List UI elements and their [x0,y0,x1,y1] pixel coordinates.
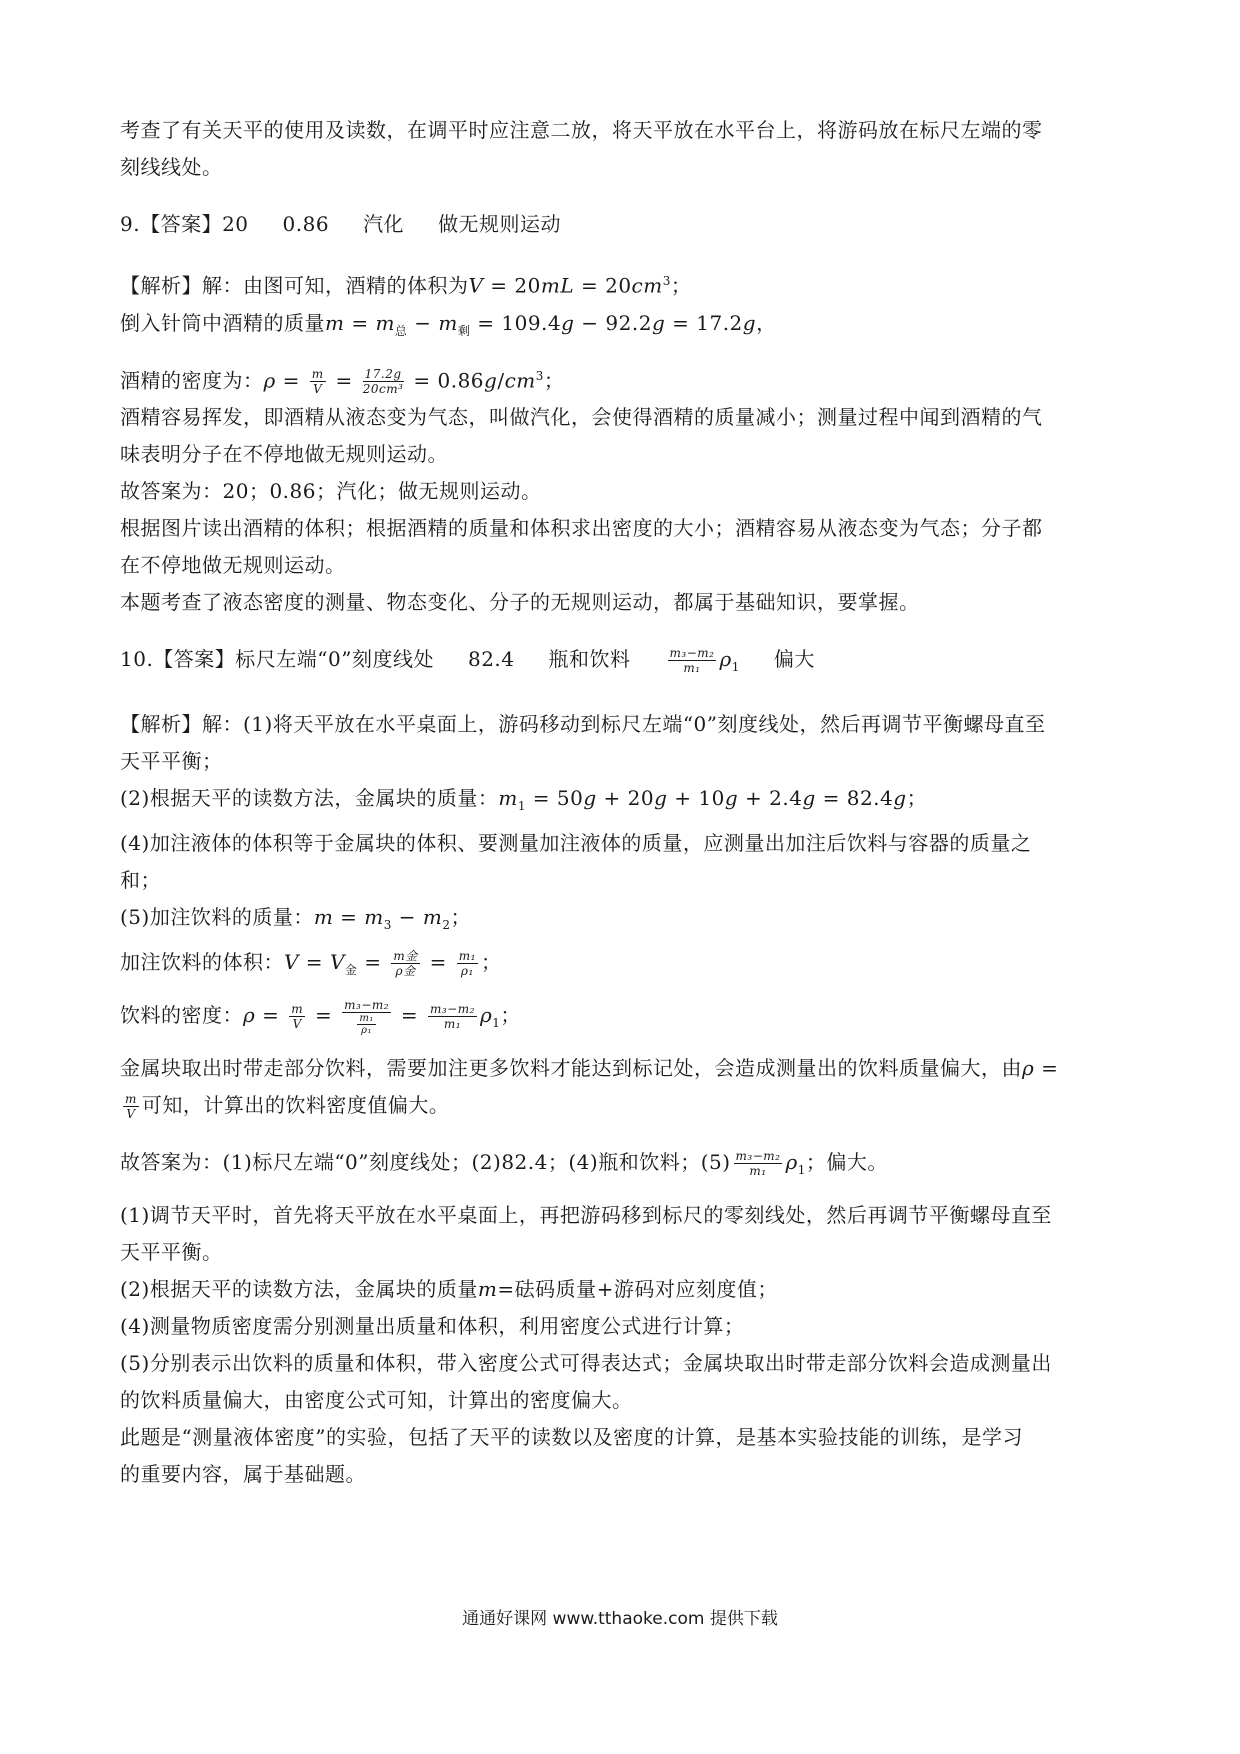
q9-answer: 9.【答案】20 0.86 汽化 做无规则运动 [120,212,562,236]
q10-mass: (2)根据天平的读数方法，金属块的质量：$m_1 = 50g + 20g + 10g + 2.4g = 82.4g$； [120,786,928,814]
text-line: 在不停地做无规则运动。 [120,553,346,578]
text-line: 故答案为：20；0.86；汽化；做无规则运动。 [120,479,542,504]
q10-density: 饮料的密度：ρ = $\frac{m}{V}$ = $\frac{\text{m₃−m₂}}{\frac{\text{m₁}}{\text{ρ₁}}}$ = $\frac{\text{m₃−m₂}}{\text{m₁}}$ $\rho_1$； [120,997,521,1036]
q9-analysis: 【解析】解：由图可知，酒精的体积为$V = 20mL = 20cm^3$； [120,273,692,298]
text-line: 此题是“测量液体密度”的实验，包括了天平的读数以及密度的计算，是基本实验技能的训练，是学习 [120,1425,1023,1450]
text-line: 酒精容易挥发，即酒精从液态变为气态，叫做汽化，会使得酒精的质量减小；测量过程中闻到酒精的气 [120,405,1043,430]
text-line: 刻线线处。 [120,155,223,179]
text-line: 【解析】解：(1)将天平放在水平桌面上，游码移动到标尺左端“0”刻度线处，然后再调节平衡螺母直至 [120,712,1046,737]
document-body [120,112,1130,1493]
q9-mass: 倒入针筒中酒精的质量$m = m_总 - m_剩 = 109.4g - 92.2g = 17.2g$， [120,310,777,338]
text-line: (5)分别表示出饮料的质量和体积，带入密度公式可得表达式；金属块取出时带走部分饮料会造成测量出 [120,1351,1052,1376]
q10-liquid-mass: (5)加注饮料的质量：$m = m_3 - m_2$； [120,905,471,933]
page-footer: 通通好课网 www.tthaoke.com 提供下载 [462,1609,778,1629]
text-line: 天平平衡； [120,749,223,774]
q10-volume: 加注饮料的体积：$V = V_金$ = $\frac{\text{m金}}{\text{ρ金}}$ = $\frac{\text{m₁}}{\text{ρ₁}}$ ； [120,949,502,979]
text-line: 味表明分子在不停地做无规则运动。 [120,442,448,467]
q10-reason: 金属块取出时带走部分饮料，需要加注更多饮料才能达到标记处，会造成测量出的饮料质量偏大，由ρ = [120,1056,1059,1081]
text-line: (4)加注液体的体积等于金属块的体积、要测量加注液体的质量，应测量出加注后饮料与容器的质量之 [120,831,1032,856]
q10-answer: 10.【答案】标尺左端“0”刻度线处 82.4 瓶和饮料 $\frac{\text{m₃−m₂}}{\text{m₁}}$ $\rho_1$ 偏大 [120,646,815,676]
text-line: 的重要内容，属于基础题。 [120,1462,366,1487]
q10-final-answer: 故答案为：(1)标尺左端“0”刻度线处；(2)82.4；(4)瓶和饮料；(5) $\frac{\text{m₃−m₂}}{\text{m₁}}$ $\rho_1$；偏大。 [120,1149,888,1179]
text-line: (2)根据天平的读数方法，金属块的质量m=砝码质量+游码对应刻度值； [120,1277,778,1302]
text-line: 根据图片读出酒精的体积；根据酒精的质量和体积求出密度的大小；酒精容易从液态变为气态；分子都 [120,516,1043,541]
text-line: 和； [120,868,161,893]
text-line: (1)调节天平时，首先将天平放在水平桌面上，再把游码移到标尺的零刻线处，然后再调节平衡螺母直至 [120,1203,1052,1228]
text-line: (4)测量物质密度需分别测量出质量和体积，利用密度公式进行计算； [120,1314,745,1339]
q9-density: 酒精的密度为：ρ = $\frac{m}{V}$ = $\frac{17.2g}{\text{20cm³}}$ = $0.86g/cm^3$； [120,367,565,397]
text-line: 的饮料质量偏大，由密度公式可知，计算出的密度偏大。 [120,1388,633,1413]
text-line: 天平平衡。 [120,1240,223,1265]
text-line: 本题考查了液态密度的测量、物态变化、分子的无规则运动，都属于基础知识，要掌握。 [120,590,920,615]
text-line: 考查了有关天平的使用及读数，在调平时应注意二放，将天平放在水平台上，将游码放在标尺左端的零 [120,118,1043,142]
q10-reason-cont: $\frac{m}{V}$ 可知，计算出的饮料密度值偏大。 [125,1092,450,1122]
